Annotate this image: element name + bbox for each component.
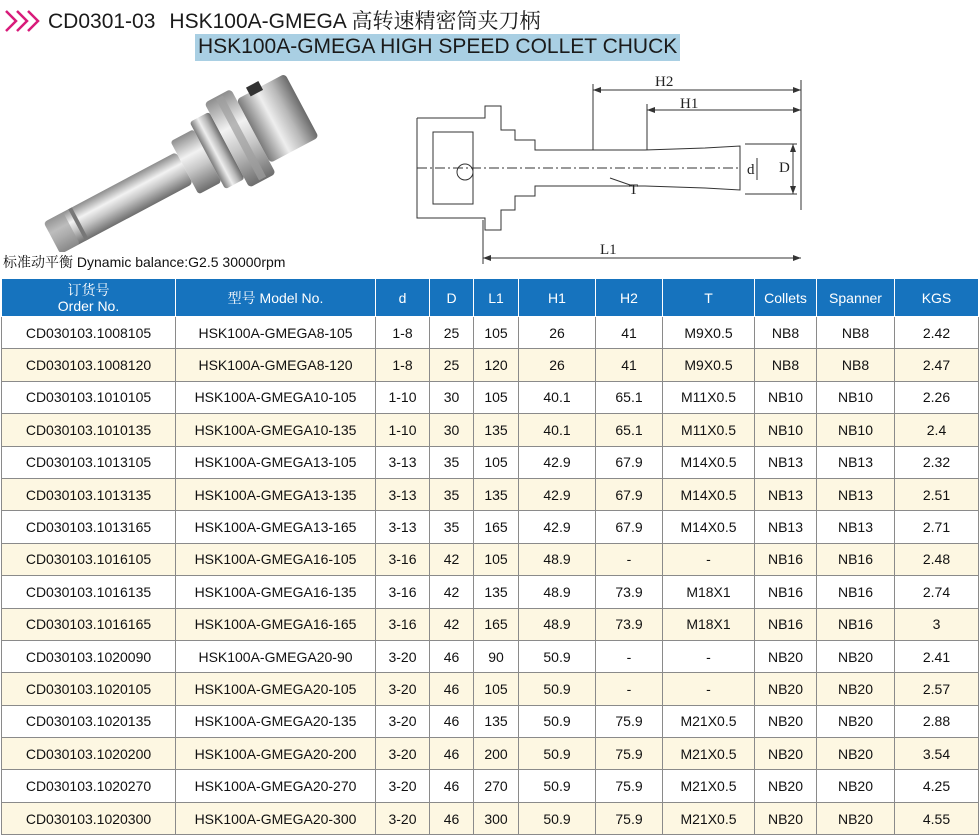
cell-spanner: NB13 [817, 478, 895, 510]
cell-h2: - [596, 640, 663, 672]
cell-h2: 75.9 [596, 802, 663, 834]
cell-l1: 135 [474, 478, 519, 510]
cell-spanner: NB13 [817, 446, 895, 478]
cell-t: M21X0.5 [663, 770, 755, 802]
label-h2: H2 [655, 74, 674, 90]
header-kgs: KGS [895, 279, 979, 317]
cell-d-big: 30 [430, 381, 474, 413]
table-row [2, 608, 979, 640]
cell-d-big: 46 [430, 770, 474, 802]
cell-l1: 165 [474, 608, 519, 640]
header-order-no [2, 279, 176, 317]
cell-t: M21X0.5 [663, 738, 755, 770]
cell-h1: 42.9 [519, 478, 596, 510]
cell-spanner: NB20 [817, 802, 895, 834]
spec-table [1, 278, 979, 835]
cell-d-big: 25 [430, 317, 474, 349]
cell-model-no: HSK100A-GMEGA20-200 [176, 738, 376, 770]
cell-h2: 65.1 [596, 381, 663, 413]
cell-l1: 105 [474, 381, 519, 413]
table-row [2, 770, 979, 802]
cell-d-big: 35 [430, 511, 474, 543]
header-model-no: 型号 Model No. [176, 279, 376, 317]
cell-model-no: HSK100A-GMEGA13-105 [176, 446, 376, 478]
cell-model-no: HSK100A-GMEGA8-105 [176, 317, 376, 349]
cell-d-big: 42 [430, 543, 474, 575]
cell-collets: NB10 [755, 414, 817, 446]
cell-spanner: NB20 [817, 640, 895, 672]
label-l1: L1 [600, 242, 617, 258]
page-header [0, 0, 979, 70]
cell-kgs: 2.32 [895, 446, 979, 478]
cell-order-no: CD030103.1020200 [2, 738, 176, 770]
cell-l1: 105 [474, 317, 519, 349]
cell-h1: 40.1 [519, 414, 596, 446]
header-d-big: D [430, 279, 474, 317]
cell-collets: NB13 [755, 446, 817, 478]
cell-d-small: 3-16 [376, 608, 430, 640]
table-row [2, 381, 979, 413]
cell-spanner: NB8 [817, 317, 895, 349]
cell-t: M21X0.5 [663, 802, 755, 834]
cell-kgs: 2.41 [895, 640, 979, 672]
header-order-en: Order No. [57, 297, 120, 314]
cell-t: M14X0.5 [663, 446, 755, 478]
cell-kgs: 2.42 [895, 317, 979, 349]
cell-kgs: 2.26 [895, 381, 979, 413]
cell-h2: 65.1 [596, 414, 663, 446]
cell-d-small: 3-20 [376, 738, 430, 770]
header-spanner: Spanner [817, 279, 895, 317]
cell-spanner: NB16 [817, 576, 895, 608]
cell-order-no: CD030103.1008105 [2, 317, 176, 349]
cell-h1: 42.9 [519, 446, 596, 478]
cell-spanner: NB16 [817, 608, 895, 640]
cell-d-small: 3-20 [376, 640, 430, 672]
cell-l1: 105 [474, 543, 519, 575]
cell-t: - [663, 673, 755, 705]
header-t: T [663, 279, 755, 317]
cell-h2: 75.9 [596, 770, 663, 802]
cell-d-small: 1-8 [376, 317, 430, 349]
cell-l1: 165 [474, 511, 519, 543]
cell-l1: 120 [474, 349, 519, 381]
cell-d-small: 3-20 [376, 705, 430, 737]
cell-d-small: 3-13 [376, 446, 430, 478]
cell-kgs: 2.51 [895, 478, 979, 510]
cell-kgs: 4.25 [895, 770, 979, 802]
cell-kgs: 2.74 [895, 576, 979, 608]
cell-t: M18X1 [663, 608, 755, 640]
header-order-cn: 订货号 [67, 281, 110, 298]
cell-collets: NB20 [755, 802, 817, 834]
table-row [2, 317, 979, 349]
cell-h1: 50.9 [519, 705, 596, 737]
cell-h2: 41 [596, 349, 663, 381]
cell-h2: 41 [596, 317, 663, 349]
header-d-small: d [376, 279, 430, 317]
product-photo [14, 72, 354, 252]
label-d-big: D [779, 160, 790, 176]
cell-model-no: HSK100A-GMEGA20-300 [176, 802, 376, 834]
cell-order-no: CD030103.1008120 [2, 349, 176, 381]
cell-collets: NB8 [755, 317, 817, 349]
cell-h2: 67.9 [596, 511, 663, 543]
cell-d-big: 25 [430, 349, 474, 381]
cell-d-big: 30 [430, 414, 474, 446]
cell-spanner: NB20 [817, 738, 895, 770]
cell-h2: 73.9 [596, 608, 663, 640]
header-l1: L1 [474, 279, 519, 317]
cell-d-small: 3-20 [376, 802, 430, 834]
table-row [2, 576, 979, 608]
cell-d-small: 1-10 [376, 381, 430, 413]
cell-d-big: 46 [430, 802, 474, 834]
table-body [2, 317, 979, 835]
cell-model-no: HSK100A-GMEGA10-105 [176, 381, 376, 413]
cell-d-small: 3-20 [376, 673, 430, 705]
table-row [2, 446, 979, 478]
cell-spanner: NB20 [817, 770, 895, 802]
cell-d-big: 46 [430, 640, 474, 672]
cell-h2: 73.9 [596, 576, 663, 608]
cell-l1: 200 [474, 738, 519, 770]
cell-l1: 90 [474, 640, 519, 672]
cell-t: M21X0.5 [663, 705, 755, 737]
cell-t: M9X0.5 [663, 349, 755, 381]
cell-spanner: NB13 [817, 511, 895, 543]
cell-d-big: 46 [430, 705, 474, 737]
cell-h2: 67.9 [596, 478, 663, 510]
cell-l1: 135 [474, 414, 519, 446]
table-row [2, 640, 979, 672]
cell-h1: 50.9 [519, 673, 596, 705]
cell-spanner: NB20 [817, 673, 895, 705]
cell-order-no: CD030103.1013105 [2, 446, 176, 478]
cell-order-no: CD030103.1016105 [2, 543, 176, 575]
header-h1: H1 [519, 279, 596, 317]
cell-order-no: CD030103.1010135 [2, 414, 176, 446]
cell-order-no: CD030103.1020105 [2, 673, 176, 705]
label-t: T [629, 182, 639, 198]
cell-h2: 75.9 [596, 705, 663, 737]
cell-spanner: NB8 [817, 349, 895, 381]
cell-spanner: NB10 [817, 381, 895, 413]
cell-kgs: 2.48 [895, 543, 979, 575]
cell-h2: - [596, 543, 663, 575]
cell-d-small: 1-8 [376, 349, 430, 381]
cell-t: - [663, 640, 755, 672]
cell-order-no: CD030103.1020300 [2, 802, 176, 834]
chevron-right-icon [4, 8, 44, 34]
cell-d-small: 3-16 [376, 576, 430, 608]
cell-h1: 50.9 [519, 770, 596, 802]
cell-l1: 135 [474, 705, 519, 737]
title-english: HSK100A-GMEGA HIGH SPEED COLLET CHUCK [195, 34, 680, 61]
cell-h1: 50.9 [519, 738, 596, 770]
cell-collets: NB13 [755, 511, 817, 543]
cell-order-no: CD030103.1016165 [2, 608, 176, 640]
cell-collets: NB20 [755, 673, 817, 705]
cell-kgs: 2.57 [895, 673, 979, 705]
table-header-row [2, 279, 979, 317]
product-code: CD0301-03 [48, 10, 156, 33]
table-row [2, 414, 979, 446]
table-row [2, 349, 979, 381]
cell-d-small: 3-13 [376, 511, 430, 543]
cell-t: M9X0.5 [663, 317, 755, 349]
cell-l1: 135 [474, 576, 519, 608]
cell-collets: NB20 [755, 640, 817, 672]
title-chinese: HSK100A-GMEGA 高转速精密筒夹刀柄 [169, 10, 541, 33]
cell-model-no: HSK100A-GMEGA16-105 [176, 543, 376, 575]
technical-drawing [405, 70, 805, 270]
cell-model-no: HSK100A-GMEGA20-270 [176, 770, 376, 802]
cell-kgs: 2.47 [895, 349, 979, 381]
cell-h2: - [596, 673, 663, 705]
cell-collets: NB16 [755, 576, 817, 608]
cell-t: M14X0.5 [663, 511, 755, 543]
page-title [48, 5, 540, 35]
cell-d-big: 35 [430, 446, 474, 478]
cell-d-small: 3-20 [376, 770, 430, 802]
cell-t: M11X0.5 [663, 381, 755, 413]
cell-model-no: HSK100A-GMEGA20-135 [176, 705, 376, 737]
cell-h1: 48.9 [519, 543, 596, 575]
cell-spanner: NB20 [817, 705, 895, 737]
balance-note: 标准动平衡 Dynamic balance:G2.5 30000rpm [3, 254, 286, 270]
cell-t: M14X0.5 [663, 478, 755, 510]
cell-model-no: HSK100A-GMEGA13-165 [176, 511, 376, 543]
cell-h1: 42.9 [519, 511, 596, 543]
cell-d-big: 46 [430, 673, 474, 705]
cell-h1: 48.9 [519, 576, 596, 608]
label-d-small: d [747, 162, 755, 178]
cell-kgs: 2.88 [895, 705, 979, 737]
cell-kgs: 3 [895, 608, 979, 640]
cell-model-no: HSK100A-GMEGA16-135 [176, 576, 376, 608]
cell-model-no: HSK100A-GMEGA13-135 [176, 478, 376, 510]
label-h1: H1 [680, 96, 699, 112]
cell-d-small: 3-16 [376, 543, 430, 575]
cell-kgs: 2.71 [895, 511, 979, 543]
cell-order-no: CD030103.1013135 [2, 478, 176, 510]
cell-d-big: 42 [430, 576, 474, 608]
cell-t: M18X1 [663, 576, 755, 608]
cell-order-no: CD030103.1020270 [2, 770, 176, 802]
cell-d-big: 35 [430, 478, 474, 510]
cell-h1: 26 [519, 317, 596, 349]
cell-kgs: 4.55 [895, 802, 979, 834]
cell-h2: 75.9 [596, 738, 663, 770]
cell-model-no: HSK100A-GMEGA20-90 [176, 640, 376, 672]
table-row [2, 802, 979, 834]
cell-d-small: 1-10 [376, 414, 430, 446]
table-row [2, 511, 979, 543]
cell-h1: 50.9 [519, 640, 596, 672]
cell-collets: NB16 [755, 608, 817, 640]
header-h2: H2 [596, 279, 663, 317]
cell-order-no: CD030103.1020090 [2, 640, 176, 672]
cell-collets: NB20 [755, 705, 817, 737]
cell-model-no: HSK100A-GMEGA10-135 [176, 414, 376, 446]
cell-d-big: 46 [430, 738, 474, 770]
cell-kgs: 2.4 [895, 414, 979, 446]
cell-collets: NB20 [755, 738, 817, 770]
cell-l1: 300 [474, 802, 519, 834]
table-row [2, 478, 979, 510]
cell-collets: NB13 [755, 478, 817, 510]
table-row [2, 543, 979, 575]
cell-collets: NB20 [755, 770, 817, 802]
cell-order-no: CD030103.1016135 [2, 576, 176, 608]
cell-spanner: NB10 [817, 414, 895, 446]
cell-h1: 50.9 [519, 802, 596, 834]
cell-h1: 48.9 [519, 608, 596, 640]
cell-collets: NB8 [755, 349, 817, 381]
table-row [2, 673, 979, 705]
cell-order-no: CD030103.1010105 [2, 381, 176, 413]
cell-order-no: CD030103.1020135 [2, 705, 176, 737]
cell-d-big: 42 [430, 608, 474, 640]
cell-collets: NB10 [755, 381, 817, 413]
table-row [2, 705, 979, 737]
header-collets: Collets [755, 279, 817, 317]
cell-l1: 270 [474, 770, 519, 802]
cell-model-no: HSK100A-GMEGA16-165 [176, 608, 376, 640]
cell-model-no: HSK100A-GMEGA8-120 [176, 349, 376, 381]
cell-h1: 26 [519, 349, 596, 381]
cell-kgs: 3.54 [895, 738, 979, 770]
cell-spanner: NB16 [817, 543, 895, 575]
cell-d-small: 3-13 [376, 478, 430, 510]
table-row [2, 738, 979, 770]
cell-t: M11X0.5 [663, 414, 755, 446]
cell-l1: 105 [474, 446, 519, 478]
cell-t: - [663, 543, 755, 575]
cell-l1: 105 [474, 673, 519, 705]
cell-h2: 67.9 [596, 446, 663, 478]
cell-collets: NB16 [755, 543, 817, 575]
cell-order-no: CD030103.1013165 [2, 511, 176, 543]
cell-h1: 40.1 [519, 381, 596, 413]
cell-model-no: HSK100A-GMEGA20-105 [176, 673, 376, 705]
